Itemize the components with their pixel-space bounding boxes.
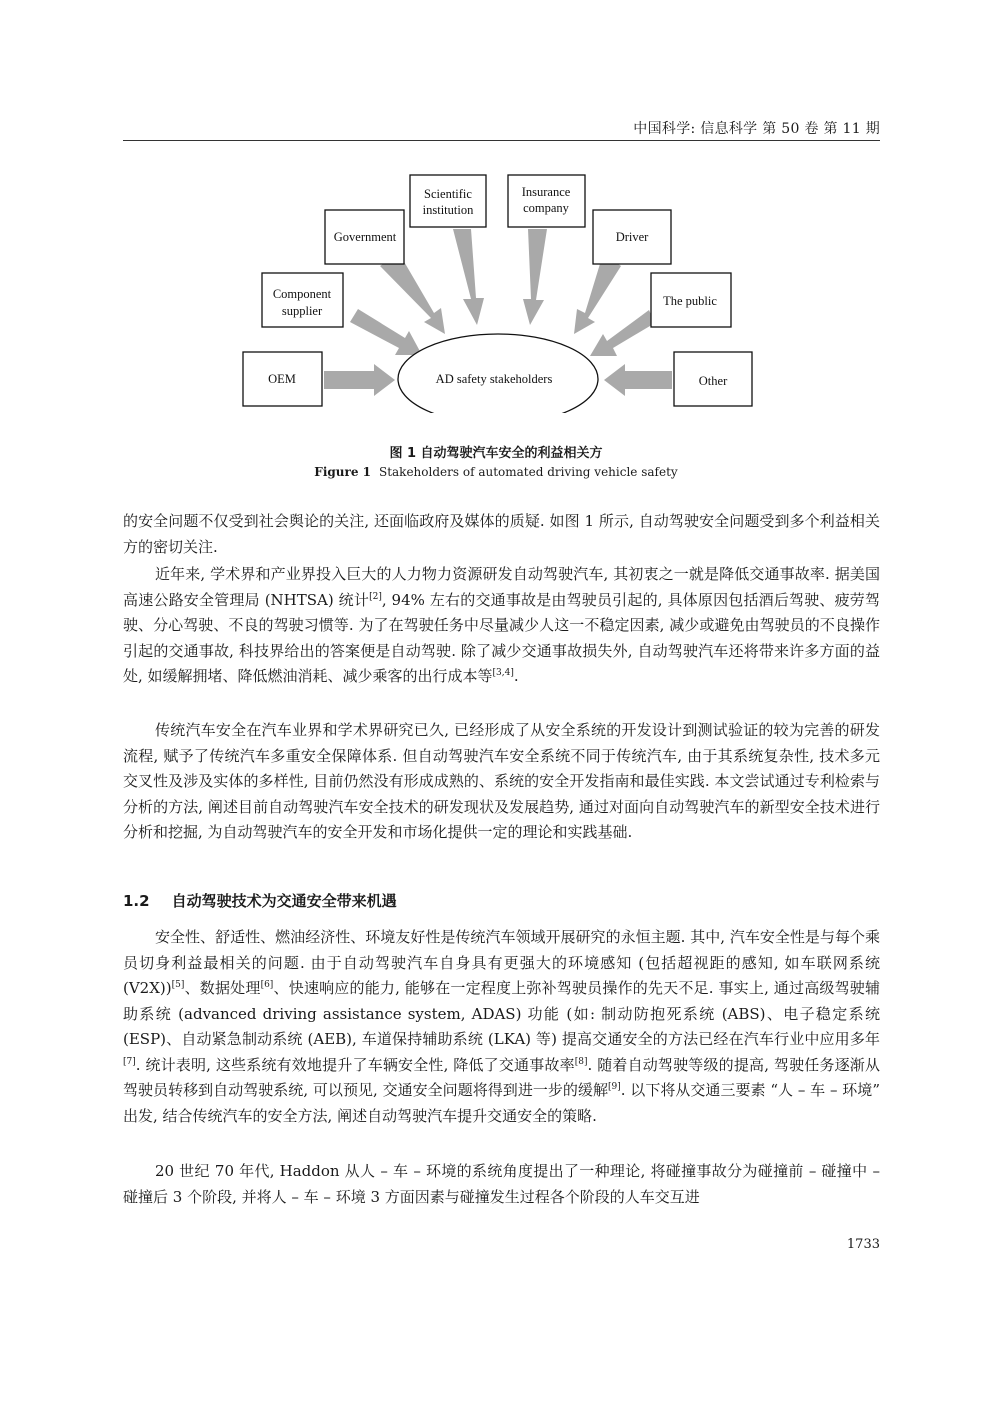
p4-text-b: 、数据处理 <box>184 979 261 997</box>
p4-text-d: . 统计表明, 这些系统有效地提升了车辆安全性, 降低了交通事故率 <box>135 1055 575 1074</box>
p4-text-f: . 以下将从交通三要素 “人 – 车 – 环境” 出发, 结合传统汽车的安全方法, 阐述自动驾驶汽车提升交通安全的策略. <box>123 1081 880 1125</box>
label-insurance-1: Insurance <box>521 185 571 199</box>
section-title: 自动驾驶技术为交通安全带来机遇 <box>171 892 397 910</box>
citation: [8] <box>574 1056 588 1067</box>
figure-caption-cn: 图 1 自动驾驶汽车安全的利益相关方 <box>389 446 603 461</box>
label-component-1: Component <box>272 287 332 301</box>
citation: [3,4] <box>492 668 514 678</box>
label-scientific-1: Scientific <box>424 187 472 201</box>
box-scientific-institution <box>410 175 486 227</box>
citation: [5] <box>171 980 185 990</box>
paragraph-4 <box>123 925 880 1129</box>
paragraph-5: 20 世纪 70 年代, Haddon 从人 – 车 – 环境的系统角度提出了一种理论, 将碰撞事故分为碰撞前 – 碰撞中 – 碰撞后 3 个阶段, 并将人 – 车 – 环境 3 方面因素与碰撞发生过程各个阶段的人车交互进 <box>123 1162 880 1206</box>
p2-text-b: , 94% 左右的交通事故是由驾驶员引起的, 具体原因包括酒后驾驶、疲劳驾驶、分心驾驶、不良的驾驶习惯等. 为了在驾驶任务中尽量减少人这一不稳定因素, 减少或避免由驾驶员的不良操作引起的交通事故, 科技界给出的答案便是自动驾驶. 除了减少交通事故损失外, 自动驾驶汽车还将带来许多方面的益处, 如缓解拥堵、降低燃油消耗、减少乘客的出行成本等 <box>123 590 881 685</box>
label-scientific-2: institution <box>422 203 474 217</box>
arrow-driver <box>574 254 621 334</box>
label-driver: Driver <box>615 230 649 244</box>
figure-label: Figure 1 <box>314 465 371 479</box>
citation: [2] <box>369 591 382 602</box>
paragraph-2 <box>123 562 880 690</box>
arrow-government <box>380 253 445 334</box>
arrow-insurance <box>523 229 547 325</box>
label-component-2: supplier <box>281 304 323 318</box>
p2-text-a: 近年来, 学术界和产业界投入巨大的人力物力资源研发自动驾驶汽车, 其初衷之一就是降低交通事故率. 据美国高速公路安全管理局 (NHTSA) 统计 <box>123 565 880 609</box>
paragraph-1: 的安全问题不仅受到社会舆论的关注, 还面临政府及媒体的质疑. 如图 1 所示, 自动驾驶安全问题受到多个利益相关方的密切关注. <box>123 512 880 556</box>
arrow-scientific <box>453 229 484 325</box>
arrow-oem <box>324 364 395 396</box>
citation: [7] <box>123 1056 136 1067</box>
running-head: 中国科学: 信息科学 第 50 卷 第 11 期 <box>633 121 880 137</box>
label-government: Government <box>333 230 397 244</box>
label-oem: OEM <box>268 372 296 386</box>
arrow-public <box>590 310 655 356</box>
label-other: Other <box>698 374 728 388</box>
p2-text-c: . <box>513 667 519 685</box>
label-insurance-2: company <box>523 201 569 215</box>
citation: [6] <box>260 980 274 990</box>
arrow-other <box>604 364 672 396</box>
p4-text-e: . 随着自动驾驶等级的提高, 驾驶任务逐渐从驾驶员转移到自动驾驶系统, 可以预见, 交通安全问题将得到进一步的缓解 <box>123 1055 880 1099</box>
paragraph-3: 传统汽车安全在汽车业界和学术界研究已久, 已经形成了从安全系统的开发设计到测试验证的较为完善的研发流程, 赋予了传统汽车多重安全保障体系. 但自动驾驶汽车安全系统不同于传统汽车, 由于其系统复杂性, 技术多元交叉性及涉及实体的多样性, 目前仍然没有形成成熟的、系统的安全开发指南和最佳实践. 本文尝试通过专利检索与分析的方法, 阐述目前自动驾驶汽车安全技术的研发现状及发展趋势, 通过对面向自动驾驶汽车的新型安全技术进行分析和挖掘, 为自动驾驶汽车的安全开发和市场化提供一定的理论和实践基础. <box>123 721 880 841</box>
label-the-public: The public <box>663 294 717 308</box>
section-number: 1.2 <box>123 892 150 910</box>
p4-text-c: 、快速响应的能力, 能够在一定程度上弥补驾驶员操作的先天不足. 事实上, 通过高级驾驶辅助系统 (advanced driving assistance system, ADAS) 功能 (如: 制动防抱死系统 (ABS)、电子稳定系统 (ESP)、自动紧急制动系统 (AEB), 车道保持辅助系统 (LKA) 等) 提高交通安全的方法已经在汽车行业中应用多年 <box>123 979 880 1048</box>
section-heading <box>123 890 397 911</box>
p4-text-a: 安全性、舒适性、燃油经济性、环境友好性是传统汽车领域开展研究的永恒主题. 其中, 汽车安全性是与每个乘员切身利益最相关的问题. 由于自动驾驶汽车自身具有更强大的环境感知 (包括超视距的感知, 如车联网系统 (V2X)) <box>123 928 880 997</box>
citation: [9] <box>607 1082 621 1092</box>
arrow-component <box>350 309 422 355</box>
label-center: AD safety stakeholders <box>435 372 553 386</box>
page-number: 1733 <box>846 1237 880 1252</box>
header-rule <box>123 140 880 141</box>
stakeholder-diagram <box>230 168 760 413</box>
figure-caption-en <box>0 465 992 479</box>
figure-caption-text: Stakeholders of automated driving vehicle safety <box>378 465 678 479</box>
